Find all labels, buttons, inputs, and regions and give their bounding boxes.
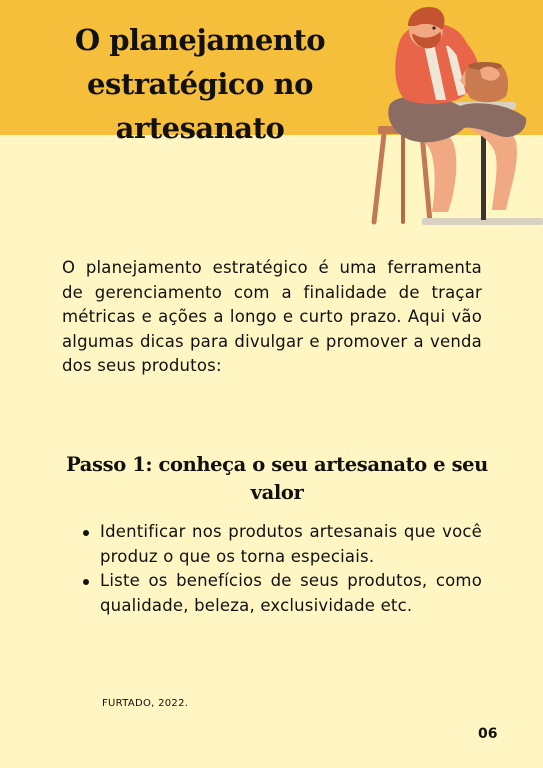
potter-at-wheel-illustration: [360, 0, 543, 230]
page-title: [0, 18, 400, 150]
potter-head-icon: [408, 7, 444, 48]
page-title-line-1: O planejamento: [74, 23, 326, 57]
bullet-list: [100, 520, 482, 618]
list-item: Identificar nos produtos artesanais que você produz o que os torna especiais.: [100, 520, 482, 569]
citation: FURTADO, 2022.: [102, 698, 189, 709]
section-title: Passo 1: conheça o seu artesanato e seu valor: [66, 453, 488, 504]
page-number: 06: [478, 726, 498, 742]
intro-paragraph: O planejamento estratégico é uma ferramenta de gerenciamento com a finalidade de traçar métricas e ações a longo e curto prazo. Aqui vão algumas dicas para divulgar e promover a venda dos seus produtos:: [62, 258, 482, 375]
page-title-line-2: estratégico no artesanato: [87, 67, 313, 145]
list-item: Liste os benefícios de seus produtos, como qualidade, beleza, exclusividade etc.: [100, 569, 482, 618]
